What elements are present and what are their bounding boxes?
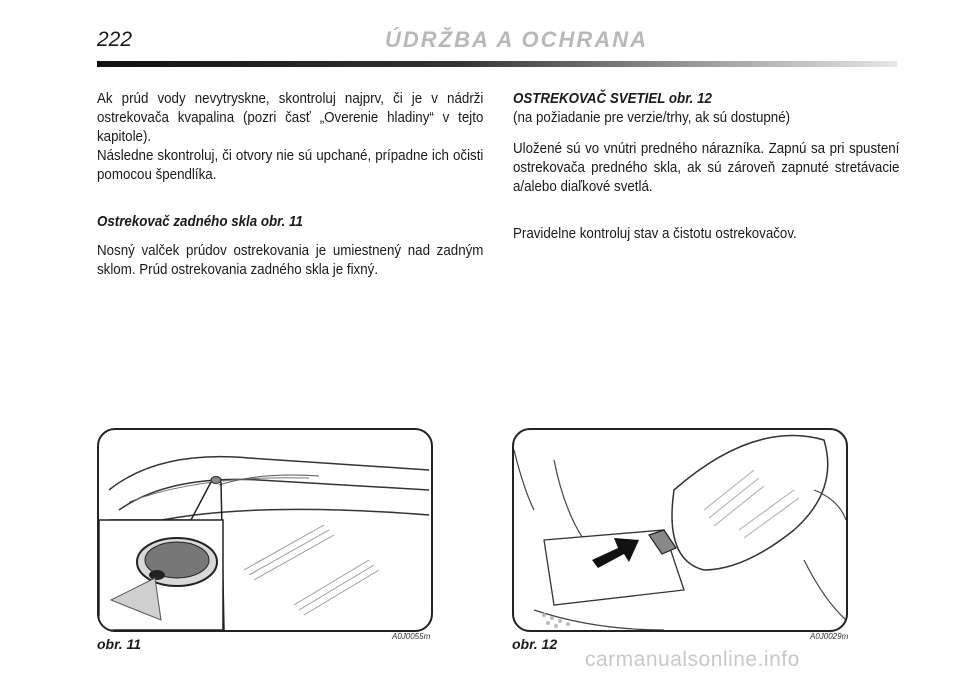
left-paragraph-2: Následne skontroluj, či otvory nie sú upchané, prípadne ich očisti pomocou špendlíka.	[97, 148, 484, 183]
rear-washer-illustration	[99, 430, 431, 630]
right-paragraph-1: Uložené sú vo vnútri predného nárazníka. Zapnú sa pri spustení ostrekovača predného skla, ak sú zároveň zapnuté stretávacie a/alebo diaľkové svetlá.	[513, 141, 900, 195]
right-heading: OSTREKOVAČ SVETIEL obr. 12	[513, 91, 712, 107]
watermark: carmanualsonline.info	[585, 648, 800, 671]
left-heading: Ostrekovač zadného skla obr. 11	[97, 214, 303, 230]
right-subheading: (na požiadanie pre verzie/trhy, ak sú dostupné)	[513, 110, 791, 126]
left-paragraph-1: Ak prúd vody nevytryskne, skontroluj najprv, či je v nádrži ostrekovača kvapalina (pozri časť „Overenie hladiny“ v tejto kapitole).	[97, 91, 484, 145]
page-title: ÚDRŽBA A OCHRANA	[385, 27, 648, 52]
figure-12-code: A0J0029m	[810, 632, 849, 641]
figure-rear-washer	[97, 428, 433, 632]
figure-headlamp-washer	[512, 428, 848, 632]
figure-11-code: A0J0055m	[392, 632, 431, 641]
right-paragraph-2: Pravidelne kontroluj stav a čistotu ostrekovačov.	[513, 226, 797, 242]
left-paragraph-3: Nosný valček prúdov ostrekovania je umiestnený nad zadným sklom. Prúd ostrekovania zadného skla je fixný.	[97, 243, 484, 278]
figure-12-caption: obr. 12	[512, 636, 558, 652]
header-rule	[97, 61, 897, 67]
figure-11-caption: obr. 11	[97, 636, 142, 652]
headlamp-washer-illustration	[514, 430, 846, 630]
left-column	[97, 90, 483, 292]
right-column	[513, 90, 899, 256]
page-number: 222	[97, 28, 133, 51]
